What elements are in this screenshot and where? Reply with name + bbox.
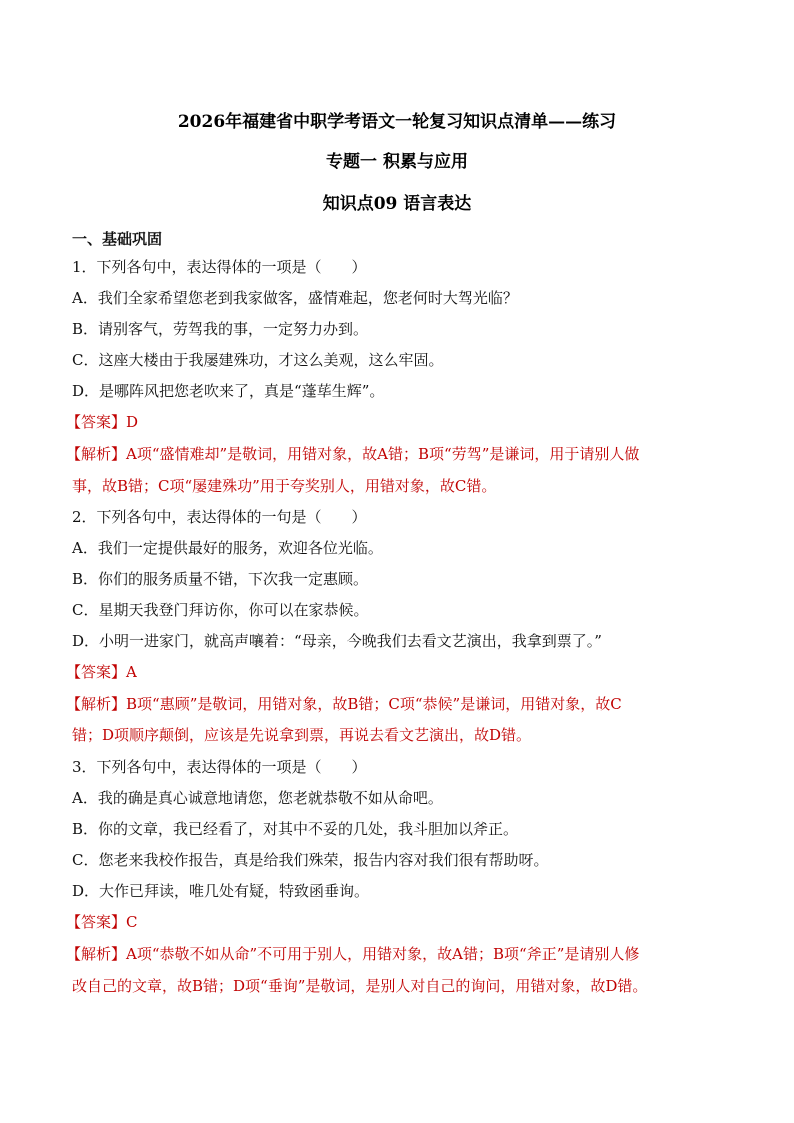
- analysis-tag: 【解析】: [66, 945, 127, 963]
- question-3-analysis-line-1: [66, 939, 726, 970]
- question-1-analysis-line-2: 事，故B错；C项“屡建殊功”用于夸奖别人，用错对象，故C错。: [72, 477, 497, 495]
- answer-value: A: [126, 663, 137, 681]
- question-3-option-b: B．你的文章，我已经看了，对其中不妥的几处，我斗胆加以斧正。: [72, 820, 519, 838]
- question-2-option-b: B．你们的服务质量不错，下次我一定惠顾。: [72, 570, 369, 588]
- question-3-option-a: A．我的确是真心诚意地请您，您老就恭敬不如从命吧。: [72, 789, 443, 807]
- answer-tag: 【答案】: [66, 413, 127, 431]
- question-1-stem: 1．下列各句中，表达得体的一项是（ ）: [72, 258, 367, 276]
- topic-title: 专题一 积累与应用: [326, 152, 468, 172]
- question-2-option-a: A．我们一定提供最好的服务，欢迎各位光临。: [72, 539, 383, 557]
- question-2-option-c: C．星期天我登门拜访你，你可以在家恭候。: [72, 601, 369, 619]
- analysis-tag: 【解析】: [66, 445, 127, 463]
- question-2-analysis-line-2: 错；D项顺序颠倒，应该是先说拿到票，再说去看文艺演出，故D错。: [72, 726, 532, 744]
- analysis-text: B项“惠顾”是敬词，用错对象，故B错；C项“恭候”是谦词，用错对象，故C: [126, 695, 622, 713]
- question-2-stem: 2．下列各句中，表达得体的一句是（ ）: [72, 508, 367, 526]
- document-title: 2026年福建省中职学考语文一轮复习知识点清单——练习: [177, 112, 617, 132]
- question-1-option-b: B．请别客气，劳驾我的事，一定努力办到。: [72, 320, 369, 338]
- question-2-answer: [66, 657, 726, 688]
- analysis-tag: 【解析】: [66, 695, 127, 713]
- question-1-analysis-line-1: [66, 439, 726, 470]
- section-heading: 一、基础巩固: [72, 230, 163, 248]
- answer-value: D: [126, 413, 139, 431]
- knowledge-point-title: 知识点09 语言表达: [322, 194, 472, 214]
- question-3-option-d: D．大作已拜读，唯几处有疑，特致函垂询。: [72, 882, 370, 900]
- analysis-text: A项“恭敬不如从命”不可用于别人，用错对象，故A错；B项“斧正”是请别人修: [126, 945, 640, 963]
- question-3-stem: 3．下列各句中，表达得体的一项是（ ）: [72, 758, 367, 776]
- answer-tag: 【答案】: [66, 913, 127, 931]
- question-1-answer: [66, 407, 726, 438]
- question-1-option-c: C．这座大楼由于我屡建殊功，才这么美观，这么牢固。: [72, 351, 444, 369]
- answer-value: C: [126, 913, 138, 931]
- answer-tag: 【答案】: [66, 663, 127, 681]
- analysis-text: A项“盛情难却”是敬词，用错对象，故A错；B项“劳驾”是谦词，用于请别人做: [126, 445, 640, 463]
- question-3-answer: [66, 907, 726, 938]
- question-2-analysis-line-1: [66, 689, 726, 720]
- question-3-option-c: C．您老来我校作报告，真是给我们殊荣，报告内容对我们很有帮助呀。: [72, 851, 549, 869]
- question-2-option-d: D．小明一进家门，就高声嚷着：“母亲，今晚我们去看文艺演出，我拿到票了。”: [72, 632, 602, 650]
- question-3-analysis-line-2: 改自己的文章，故B错；D项“垂询”是敬词，是别人对自己的询问，用错对象，故D错。: [72, 977, 648, 995]
- question-1-option-d: D．是哪阵风把您老吹来了，真是“蓬荜生辉”。: [72, 382, 385, 400]
- question-1-option-a: A．我们全家希望您老到我家做客，盛情难起，您老何时大驾光临？: [72, 289, 518, 307]
